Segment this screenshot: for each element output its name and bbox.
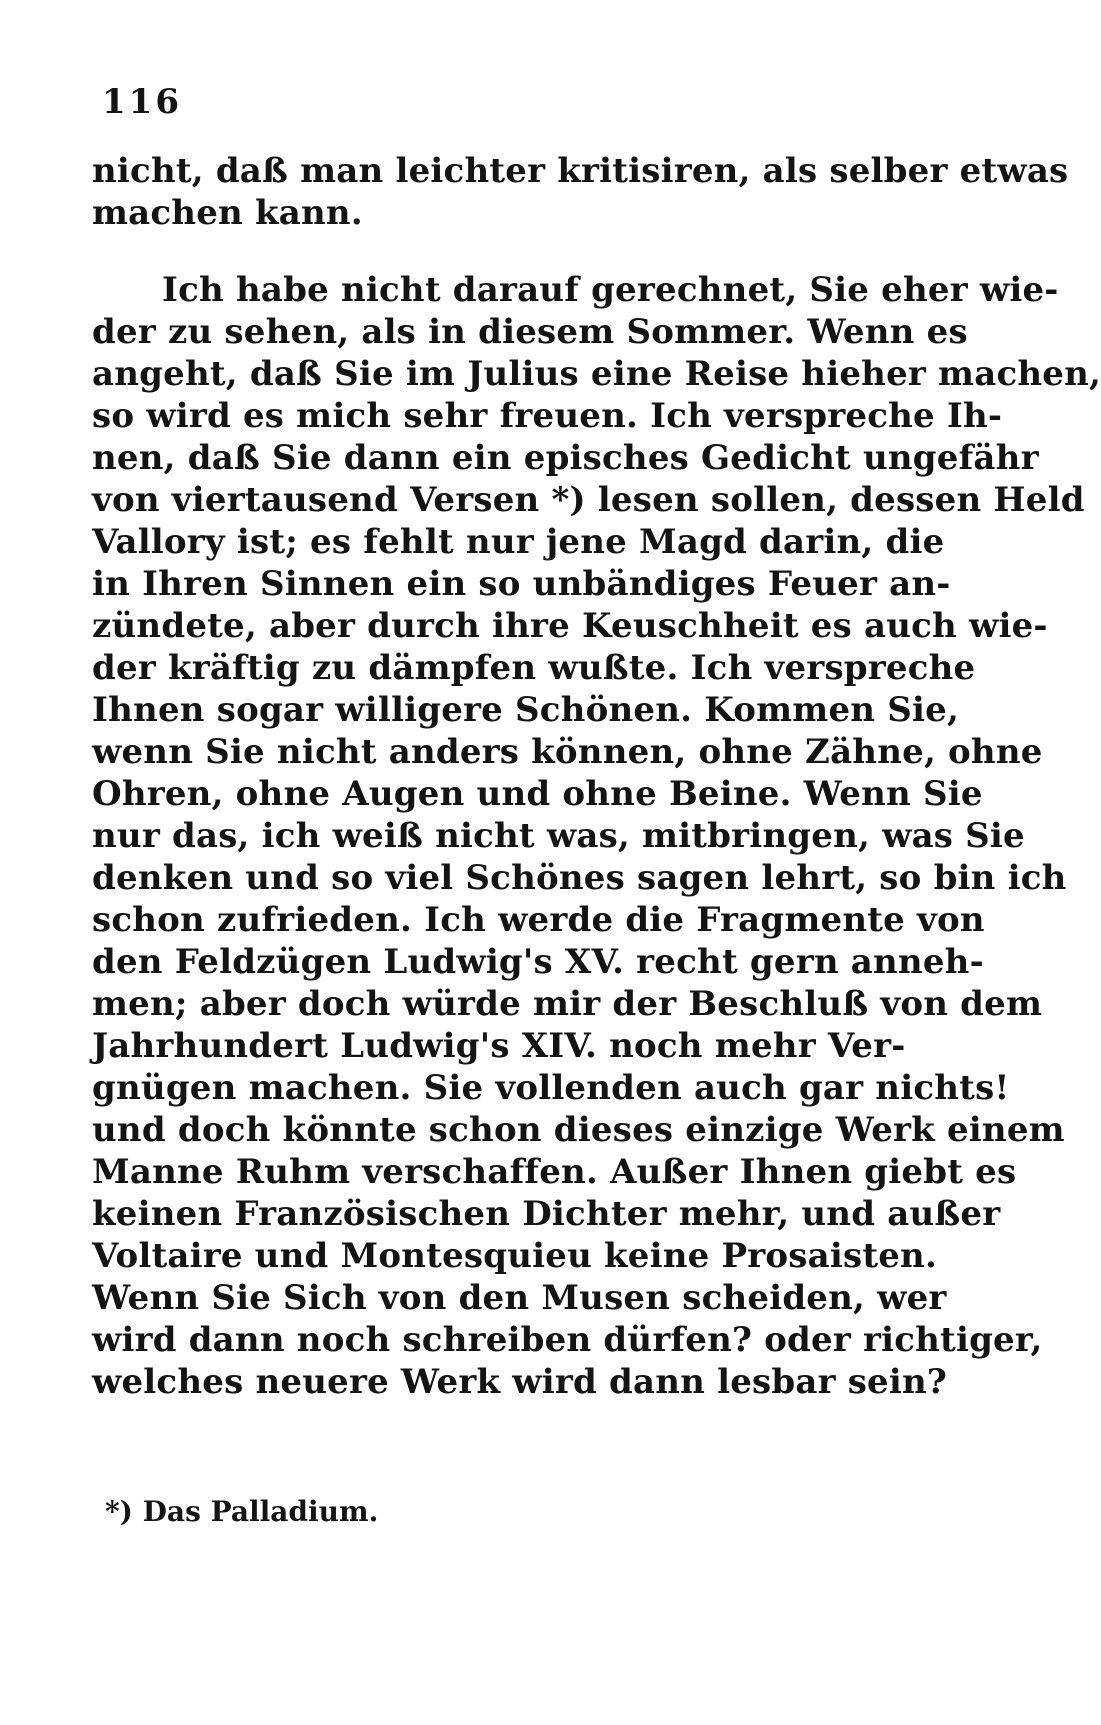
page-number: 116 [102, 82, 182, 122]
text-line: Manne Ruhm verschaffen. Außer Ihnen giebt es [92, 1152, 1017, 1192]
text-line: wird dann noch schreiben dürfen? oder richtiger, [92, 1320, 1043, 1360]
text-line: wenn Sie nicht anders können, ohne Zähne, ohne [92, 732, 1043, 772]
text-line: denken und so viel Schönes sagen lehrt, so bin ich [92, 858, 1067, 898]
text-line: Ich habe nicht darauf gerechnet, Sie eher wie- [162, 270, 1059, 310]
text-line: der kräftig zu dämpfen wußte. Ich verspreche [92, 648, 976, 688]
text-line: zündete, aber durch ihre Keuschheit es auch wie- [92, 606, 1048, 646]
text-line: in Ihren Sinnen ein so unbändiges Feuer an- [92, 564, 951, 604]
text-line: angeht, daß Sie im Julius eine Reise hieher machen, [92, 354, 1101, 394]
text-line: men; aber doch würde mir der Beschluß von dem [92, 984, 1043, 1024]
text-line: der zu sehen, als in diesem Sommer. Wenn es [92, 312, 968, 352]
text-line: nen, daß Sie dann ein episches Gedicht ungefähr [92, 438, 1039, 478]
text-line: Voltaire und Montesquieu keine Prosaisten. [92, 1236, 938, 1276]
footnote: *) Das Palladium. [105, 1495, 379, 1528]
text-line: welches neuere Werk wird dann lesbar sein? [92, 1362, 948, 1402]
text-line: schon zufrieden. Ich werde die Fragmente von [92, 900, 985, 940]
text-line: nicht, daß man leichter kritisiren, als selber etwas [92, 151, 1069, 191]
text-line: keinen Französischen Dichter mehr, und außer [92, 1194, 1001, 1234]
text-line: nur das, ich weiß nicht was, mitbringen, was Sie [92, 816, 1025, 856]
text-line: so wird es mich sehr freuen. Ich verspreche Ih- [92, 396, 1003, 436]
text-line: Jahrhundert Ludwig's XIV. noch mehr Ver- [92, 1026, 906, 1066]
text-line: den Feldzügen Ludwig's XV. recht gern anneh- [92, 942, 984, 982]
body-text [92, 150, 1101, 1403]
text-line: Ihnen sogar willigere Schönen. Kommen Sie, [92, 690, 959, 730]
text-line: und doch könnte schon dieses einzige Werk einem [92, 1110, 1065, 1150]
text-line: Ohren, ohne Augen und ohne Beine. Wenn Sie [92, 774, 983, 814]
text-line: Vallory ist; es fehlt nur jene Magd darin, die [92, 522, 945, 562]
text-line: gnügen machen. Sie vollenden auch gar nichts! [92, 1068, 1010, 1108]
text-line: von viertausend Versen *) lesen sollen, dessen Held [92, 480, 1085, 520]
text-line: machen kann. [92, 193, 363, 233]
text-line: Wenn Sie Sich von den Musen scheiden, wer [92, 1278, 947, 1318]
